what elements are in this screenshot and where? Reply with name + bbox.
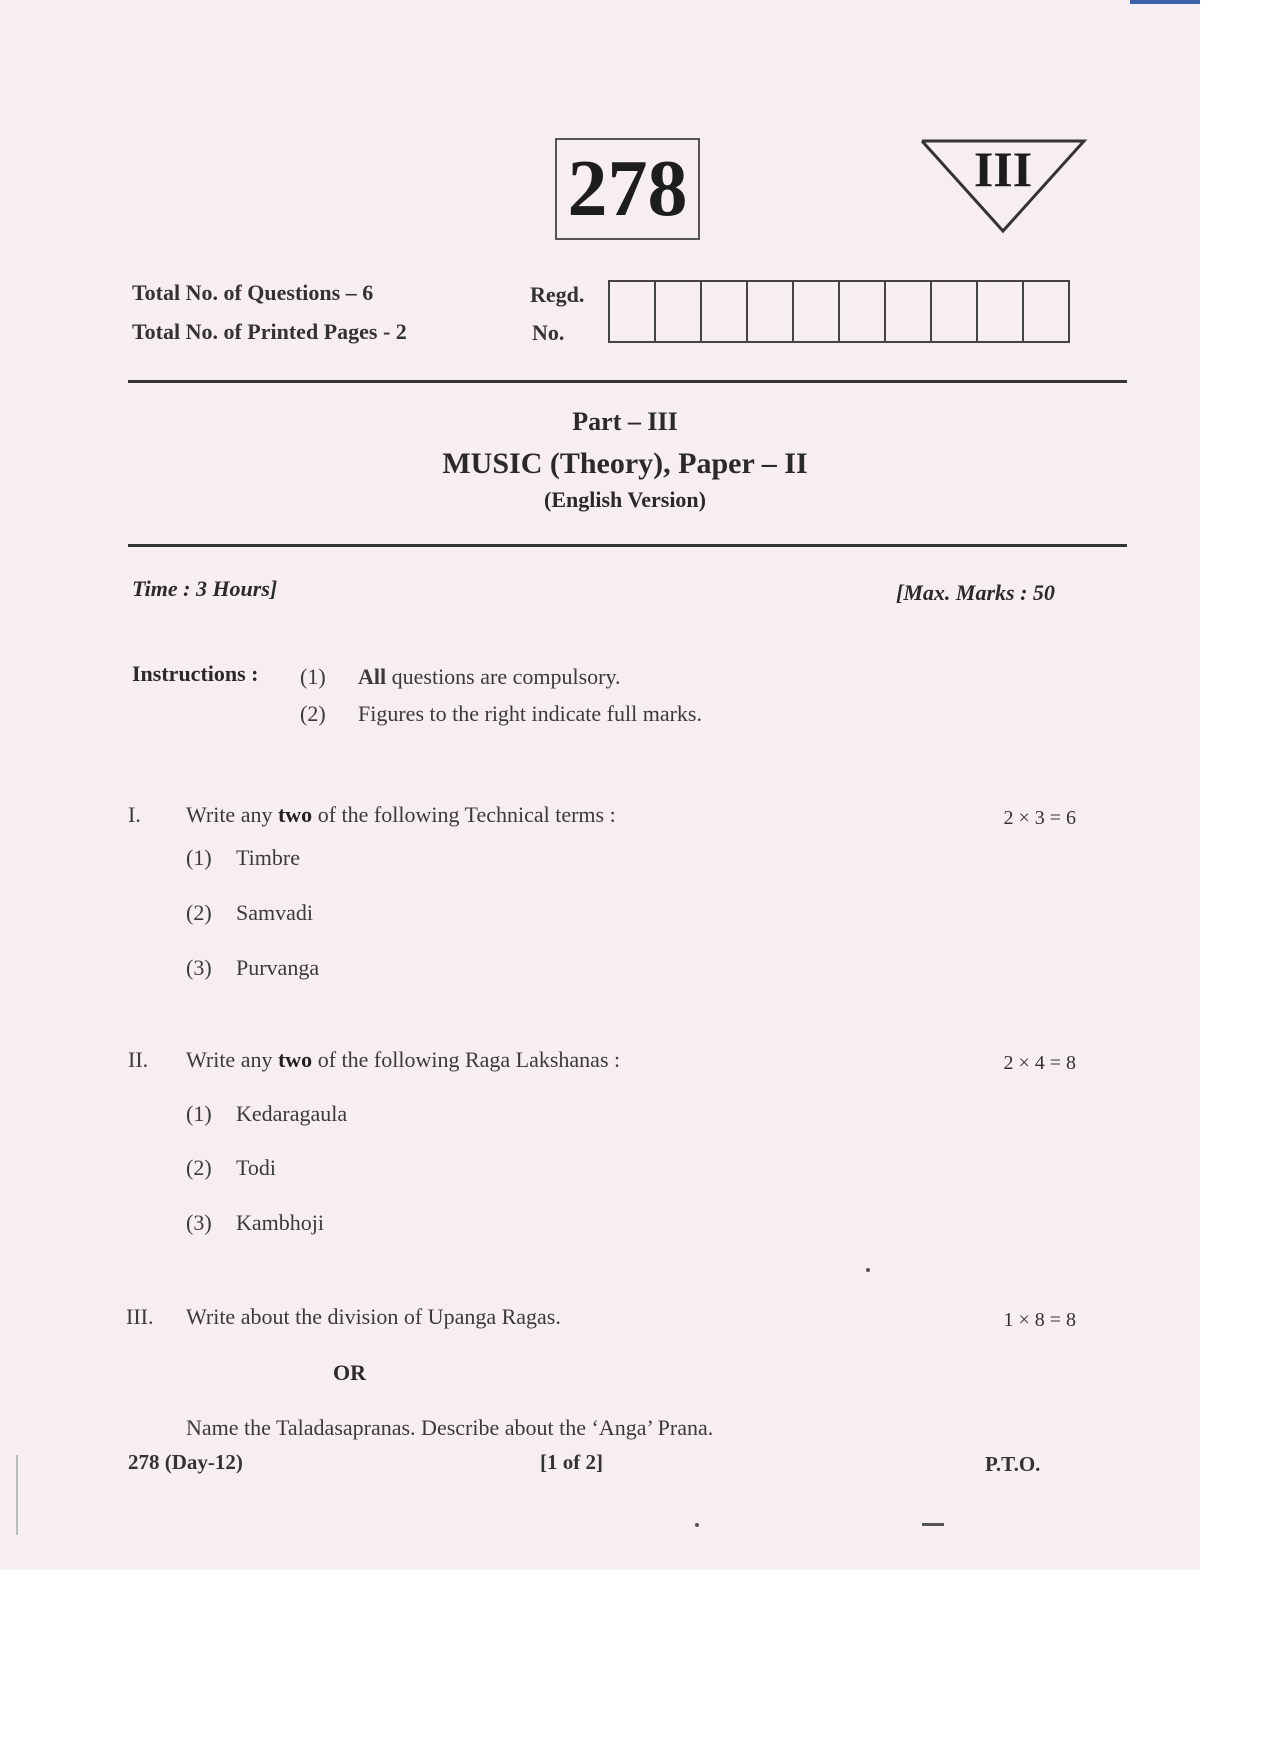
regd-label: Regd. (530, 282, 585, 307)
footer-page-number: [1 of 2] (540, 1450, 603, 1474)
question-text: Write any two of the following Raga Lakshanas : (186, 1047, 621, 1072)
scan-speck (866, 1268, 870, 1272)
question-number: III. (126, 1304, 154, 1329)
part-badge-label: III (973, 141, 1033, 197)
question-marks: 2 × 4 = 8 (1003, 1052, 1076, 1074)
scan-speck (695, 1523, 699, 1527)
header-divider (128, 380, 1127, 383)
regd-digit-box[interactable] (886, 282, 932, 341)
regd-digit-box[interactable] (794, 282, 840, 341)
regd-digit-box[interactable] (840, 282, 886, 341)
regd-digit-box[interactable] (702, 282, 748, 341)
paper-code: 278 (567, 145, 688, 233)
question-number: II. (128, 1047, 149, 1072)
regd-digit-box[interactable] (978, 282, 1024, 341)
instruction-number: (1) (300, 664, 326, 689)
scan-edge-line (16, 1455, 18, 1535)
instruction-text: All questions are compulsory. (358, 664, 621, 689)
regd-no-label: No. (532, 320, 565, 345)
registration-number-boxes[interactable] (608, 280, 1070, 343)
question-option: (2) Samvadi (186, 900, 313, 925)
question-option: (3) Kambhoji (186, 1210, 324, 1235)
scan-edge-mark (1130, 0, 1200, 4)
or-separator: OR (333, 1360, 366, 1385)
exam-time: Time : 3 Hours] (132, 576, 278, 601)
max-marks: [Max. Marks : 50 (896, 580, 1055, 605)
paper-code-box (555, 138, 700, 240)
regd-digit-box[interactable] (932, 282, 978, 341)
question-option: (1) Timbre (186, 845, 300, 870)
subject-title: MUSIC (Theory), Paper – II (442, 447, 808, 480)
total-pages: Total No. of Printed Pages - 2 (132, 319, 407, 344)
total-questions: Total No. of Questions – 6 (132, 280, 374, 305)
question-marks: 1 × 8 = 8 (1003, 1309, 1076, 1331)
question-option: (1) Kedaragaula (186, 1101, 348, 1126)
regd-digit-box[interactable] (748, 282, 794, 341)
question-text: Write any two of the following Technical terms : (186, 802, 616, 827)
question-option: (3) Purvanga (186, 955, 320, 980)
regd-digit-box[interactable] (1024, 282, 1068, 341)
version-title: (English Version) (544, 487, 706, 512)
regd-digit-box[interactable] (610, 282, 656, 341)
scan-speck (922, 1523, 944, 1526)
question-option: (2) Todi (186, 1155, 277, 1180)
part-title: Part – III (572, 407, 678, 436)
instruction-text: Figures to the right indicate full marks. (358, 701, 702, 726)
question-marks: 2 × 3 = 6 (1003, 807, 1076, 829)
instruction-emphasis: All (358, 664, 387, 689)
regd-digit-box[interactable] (656, 282, 702, 341)
question-number: I. (128, 802, 141, 827)
footer-pto: P.T.O. (985, 1452, 1041, 1476)
alternative-question-text: Name the Taladasapranas. Describe about the ‘Anga’ Prana. (186, 1415, 714, 1440)
instructions-label: Instructions : (132, 661, 259, 686)
instruction-number: (2) (300, 701, 326, 726)
question-text: Write about the division of Upanga Ragas. (186, 1304, 561, 1329)
footer-paper-code: 278 (Day-12) (128, 1450, 243, 1474)
title-divider (128, 544, 1127, 547)
